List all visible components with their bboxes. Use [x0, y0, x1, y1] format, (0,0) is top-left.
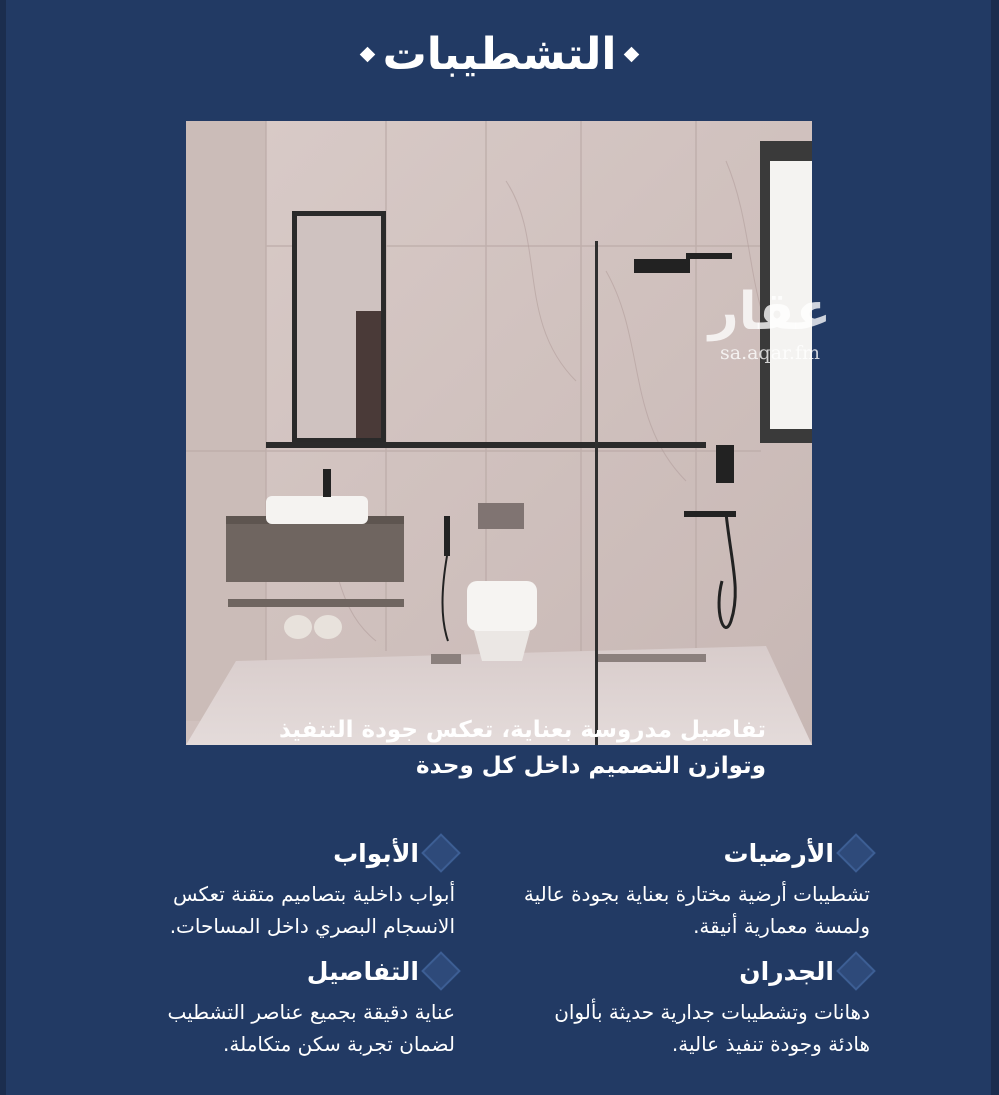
page-title: التشطيبات: [382, 28, 617, 80]
watermark-logo: عقار: [708, 282, 832, 342]
left-edge: [0, 0, 6, 1095]
feature-title: التفاصيل: [306, 956, 419, 986]
diamond-icon: [421, 833, 461, 873]
diamond-icon: [359, 46, 375, 62]
feature-title: الأرضيات: [723, 838, 834, 868]
feature-description: عناية دقيقة بجميع عناصر التشطيب لضمان تجربة سكن متكاملة.: [167, 1000, 455, 1056]
feature-title: الجدران: [739, 956, 834, 986]
diamond-icon: [836, 951, 876, 991]
bathroom-illustration: [186, 121, 812, 745]
feature-details: [110, 952, 455, 1060]
right-edge: [991, 0, 999, 1095]
bathroom-photo: [186, 121, 812, 745]
feature-doors: [110, 834, 455, 942]
feature-description: أبواب داخلية بتصاميم متقنة تعكس الانسجام البصري داخل المساحات.: [169, 882, 455, 938]
feature-floors: [520, 834, 870, 942]
watermark-url: sa.aqar.fm: [719, 342, 821, 364]
feature-walls: [520, 952, 870, 1060]
diamond-icon: [421, 951, 461, 991]
feature-description: دهانات وتشطيبات جدارية حديثة بألوان هادئة وجودة تنفيذ عالية.: [554, 1000, 870, 1056]
feature-description: تشطيبات أرضية مختارة بعناية بجودة عالية ولمسة معمارية أنيقة.: [523, 882, 870, 938]
diamond-icon: [836, 833, 876, 873]
title-row: [0, 22, 999, 86]
diamond-icon: [624, 46, 640, 62]
feature-title: الأبواب: [333, 838, 419, 868]
watermark: [690, 282, 850, 382]
photo-caption: تفاصيل مدروسة بعناية، تعكس جودة التنفيذ وتوازن التصميم داخل كل وحدة: [278, 717, 766, 779]
